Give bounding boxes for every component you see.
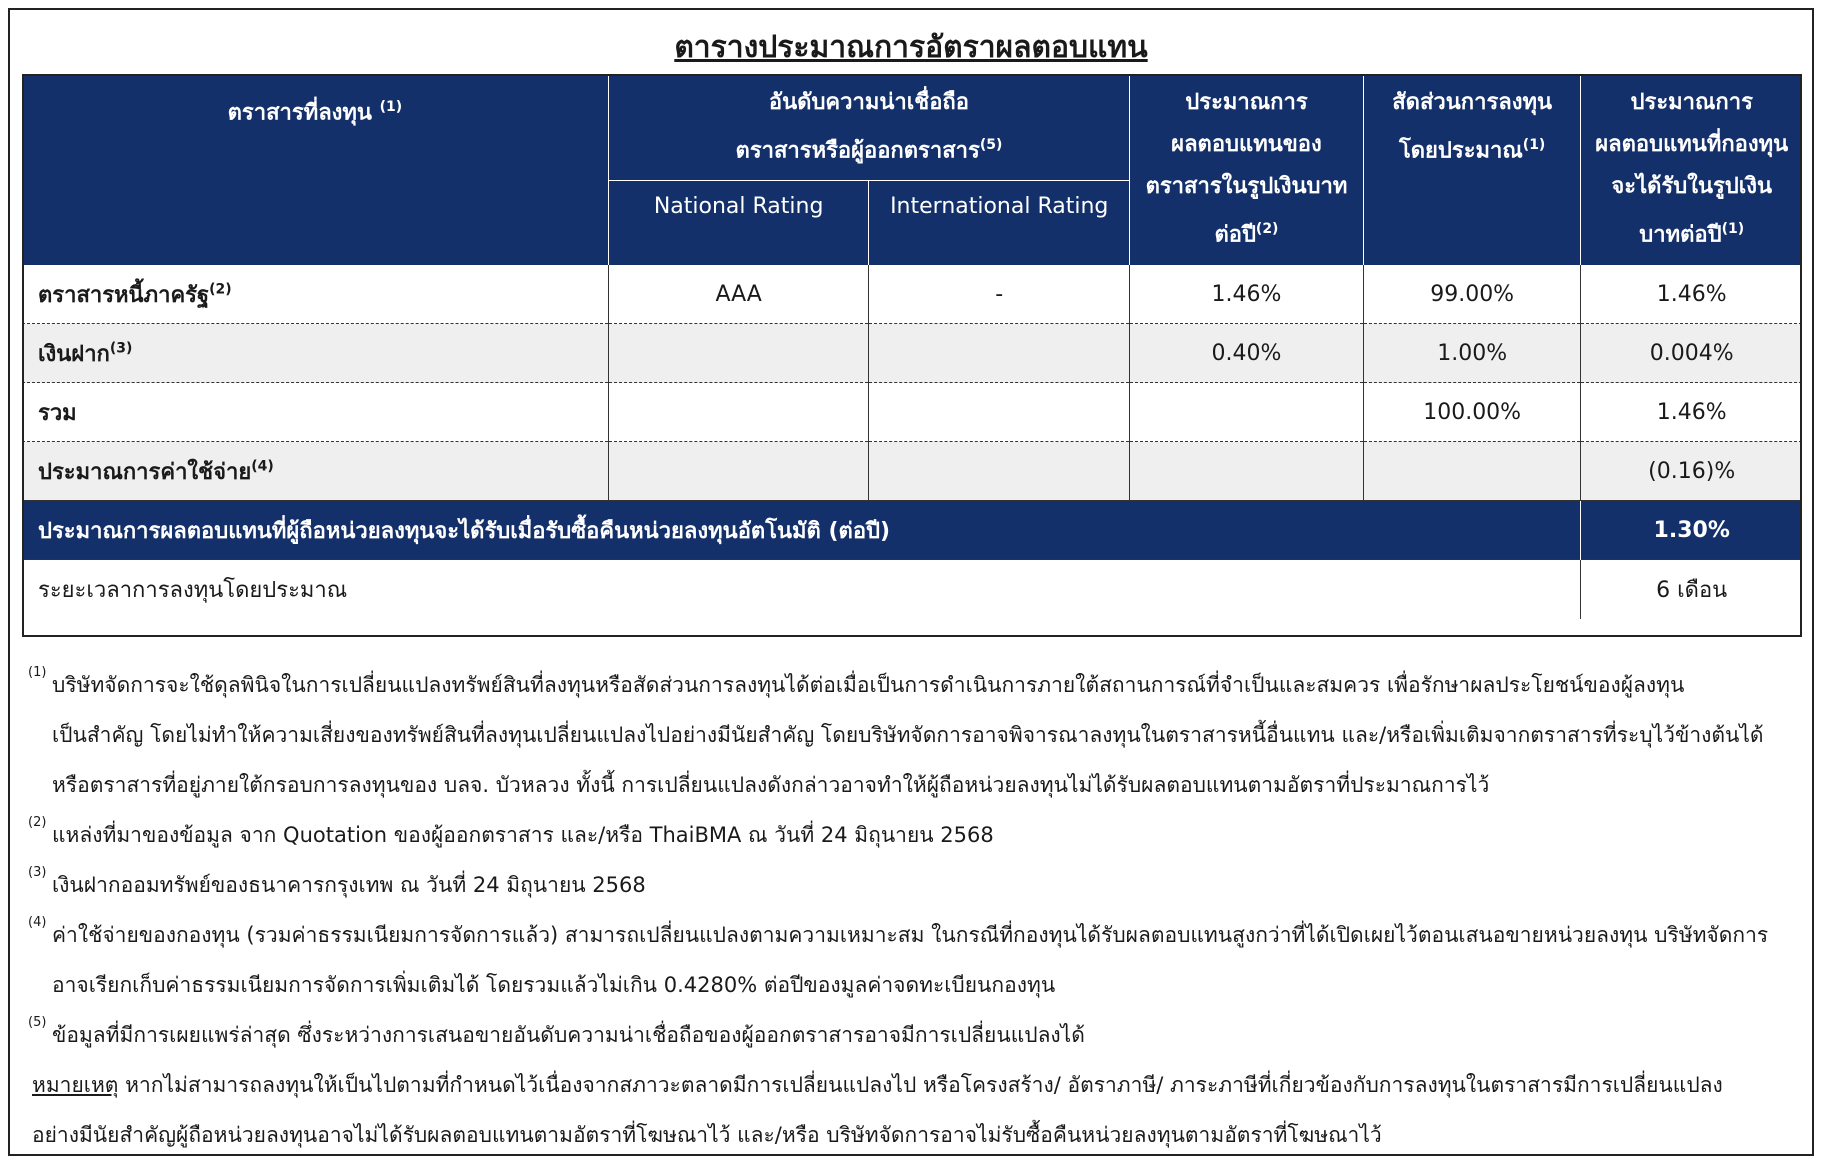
cell-instrument-yield bbox=[1130, 383, 1364, 442]
cell-international-rating bbox=[869, 383, 1130, 442]
cell-national-rating bbox=[608, 324, 869, 383]
header-instrument-yield: ประมาณการ ผลตอบแทนของ ตราสารในรูปเงินบาท ต่อปี$^{(2)}$ bbox=[1130, 74, 1364, 265]
cell-proportion: 100.00% bbox=[1363, 383, 1581, 442]
footnote-line: เงินฝากออมทรัพย์ของธนาคารกรุงเทพ ณ วันที่ 24 มิถุนายน 2568 bbox=[52, 873, 646, 897]
footnote-line: เป็นสำคัญ โดยไม่ทำให้ความเสี่ยงของทรัพย์สินที่ลงทุนเปลี่ยนแปลงไปอย่างมีนัยสำคัญ โดยบริษัทจัดการอาจพิจารณาลงทุนในตราสารหนี้อื่นแทน และ/หรือเพิ่มเติมจากตราสารที่ระบุไว้ข้างต้นได้ bbox=[52, 723, 1764, 747]
header-international-rating: International Rating bbox=[869, 181, 1130, 265]
cell-national-rating: AAA bbox=[608, 265, 869, 324]
summary-row bbox=[22, 501, 1802, 560]
table-row bbox=[22, 324, 1802, 383]
footnote-line: ข้อมูลที่มีการเผยแพร่ล่าสุด ซึ่งระหว่างการเสนอขายอันดับความน่าเชื่อถือของผู้ออกตราสารอาจมีการเปลี่ยนแปลงได้ bbox=[52, 1023, 1085, 1047]
remark-label: หมายเหตุ bbox=[32, 1073, 119, 1097]
footnote-3 bbox=[24, 860, 1804, 910]
cell-proportion: 1.00% bbox=[1363, 324, 1581, 383]
footnote-4 bbox=[24, 910, 1804, 1010]
cell-instrument-yield bbox=[1130, 442, 1364, 501]
footnote-marker: (4) bbox=[28, 915, 47, 930]
summary-value: 1.30% bbox=[1581, 501, 1802, 560]
footnote-1 bbox=[24, 660, 1804, 810]
return-estimate-table bbox=[22, 74, 1802, 619]
header-fund-yield: ประมาณการ ผลตอบแทนที่กองทุน จะได้รับในรูปเงิน บาทต่อปี$^{(1)}$ bbox=[1581, 74, 1802, 265]
cell-national-rating bbox=[608, 383, 869, 442]
footnote-2 bbox=[24, 810, 1804, 860]
period-label: ระยะเวลาการลงทุนโดยประมาณ bbox=[22, 560, 1581, 619]
footnote-line: หรือตราสารที่อยู่ภายใต้กรอบการลงทุนของ บลจ. บัวหลวง ทั้งนี้ การเปลี่ยนแปลงดังกล่าวอาจทำให้ผู้ถือหน่วยลงทุนไม่ได้รับผลตอบแทนตามอัตราที่ประมาณการไว้ bbox=[52, 773, 1490, 797]
cell-instrument-yield: 1.46% bbox=[1130, 265, 1364, 324]
remark-text: หากไม่สามารถลงทุนให้เป็นไปตามที่กำหนดไว้เนื่องจากสภาวะตลาดมีการเปลี่ยนแปลงไป หรือโครงสร้าง/ อัตราภาษี/ ภาระภาษีที่เกี่ยวข้องกับการลงทุนในตราสารมีการเปลี่ยนแปลง bbox=[118, 1073, 1723, 1097]
remark bbox=[24, 1060, 1804, 1160]
period-row bbox=[22, 560, 1802, 619]
cell-fund-yield: (0.16)% bbox=[1581, 442, 1802, 501]
footnote-marker: (3) bbox=[28, 865, 47, 880]
footnote-line: แหล่งที่มาของข้อมูล จาก Quotation ของผู้ออกตราสาร และ/หรือ ThaiBMA ณ วันที่ 24 มิถุนายน 2568 bbox=[52, 823, 994, 847]
row-label: เงินฝาก$^{(3)}$ bbox=[22, 324, 608, 383]
footnote-marker: (2) bbox=[28, 815, 47, 830]
footnote-line: ค่าใช้จ่ายของกองทุน (รวมค่าธรรมเนียมการจัดการแล้ว) สามารถเปลี่ยนแปลงตามความเหมาะสม ในกรณีที่กองทุนได้รับผลตอบแทนสูงกว่าที่ได้เปิดเผยไว้ตอนเสนอขายหน่วยลงทุน บริษัทจัดการ bbox=[52, 923, 1769, 947]
row-label: รวม bbox=[22, 383, 608, 442]
header-proportion: สัดส่วนการลงทุน โดยประมาณ$^{(1)}$ bbox=[1363, 74, 1581, 265]
footnote-5 bbox=[24, 1010, 1804, 1060]
footnote-marker: (1) bbox=[28, 665, 47, 680]
header-instrument: ตราสารที่ลงทุน $^{(1)}$ bbox=[22, 74, 608, 265]
footnote-marker: (5) bbox=[28, 1015, 47, 1030]
document-frame bbox=[8, 8, 1814, 1156]
remark-text: อย่างมีนัยสำคัญผู้ถือหน่วยลงทุนอาจไม่ได้รับผลตอบแทนตามอัตราที่โฆษณาไว้ และ/หรือ บริษัทจัดการอาจไม่รับซื้อคืนหน่วยลงทุนตามอัตราที่โฆษณาไว้ bbox=[32, 1123, 1382, 1147]
row-label: ตราสารหนี้ภาครัฐ$^{(2)}$ bbox=[22, 265, 608, 324]
cell-international-rating: - bbox=[869, 265, 1130, 324]
row-label: ประมาณการค่าใช้จ่าย$^{(4)}$ bbox=[22, 442, 608, 501]
cell-instrument-yield: 0.40% bbox=[1130, 324, 1364, 383]
table-row bbox=[22, 383, 1802, 442]
cell-national-rating bbox=[608, 442, 869, 501]
cell-international-rating bbox=[869, 324, 1130, 383]
cell-proportion bbox=[1363, 442, 1581, 501]
footnote-line: อาจเรียกเก็บค่าธรรมเนียมการจัดการเพิ่มเติมได้ โดยรวมแล้วไม่เกิน 0.4280% ต่อปีของมูลค่าจดทะเบียนกองทุน bbox=[52, 973, 1056, 997]
page-title: ตารางประมาณการอัตราผลตอบแทน bbox=[674, 30, 1148, 65]
cell-proportion: 99.00% bbox=[1363, 265, 1581, 324]
summary-label: ประมาณการผลตอบแทนที่ผู้ถือหน่วยลงทุนจะได้รับเมื่อรับซื้อคืนหน่วยลงทุนอัตโนมัติ (ต่อปี) bbox=[22, 501, 1581, 560]
table-row bbox=[22, 442, 1802, 501]
cell-international-rating bbox=[869, 442, 1130, 501]
cell-fund-yield: 0.004% bbox=[1581, 324, 1802, 383]
header-national-rating: National Rating bbox=[608, 181, 869, 265]
cell-fund-yield: 1.46% bbox=[1581, 265, 1802, 324]
header-row bbox=[22, 74, 1802, 181]
table-row bbox=[22, 265, 1802, 324]
footnote-line: บริษัทจัดการจะใช้ดุลพินิจในการเปลี่ยนแปลงทรัพย์สินที่ลงทุนหรือสัดส่วนการลงทุนได้ต่อเมื่อเป็นการดำเนินการภายใต้สถานการณ์ที่จำเป็นและสมควร เพื่อรักษาผลประโยชน์ของผู้ลงทุน bbox=[52, 673, 1685, 697]
cell-fund-yield: 1.46% bbox=[1581, 383, 1802, 442]
footnotes bbox=[24, 660, 1804, 1160]
header-rating: อันดับความน่าเชื่อถือ ตราสารหรือผู้ออกตราสาร$^{(5)}$ bbox=[608, 74, 1129, 181]
period-value: 6 เดือน bbox=[1581, 560, 1802, 619]
